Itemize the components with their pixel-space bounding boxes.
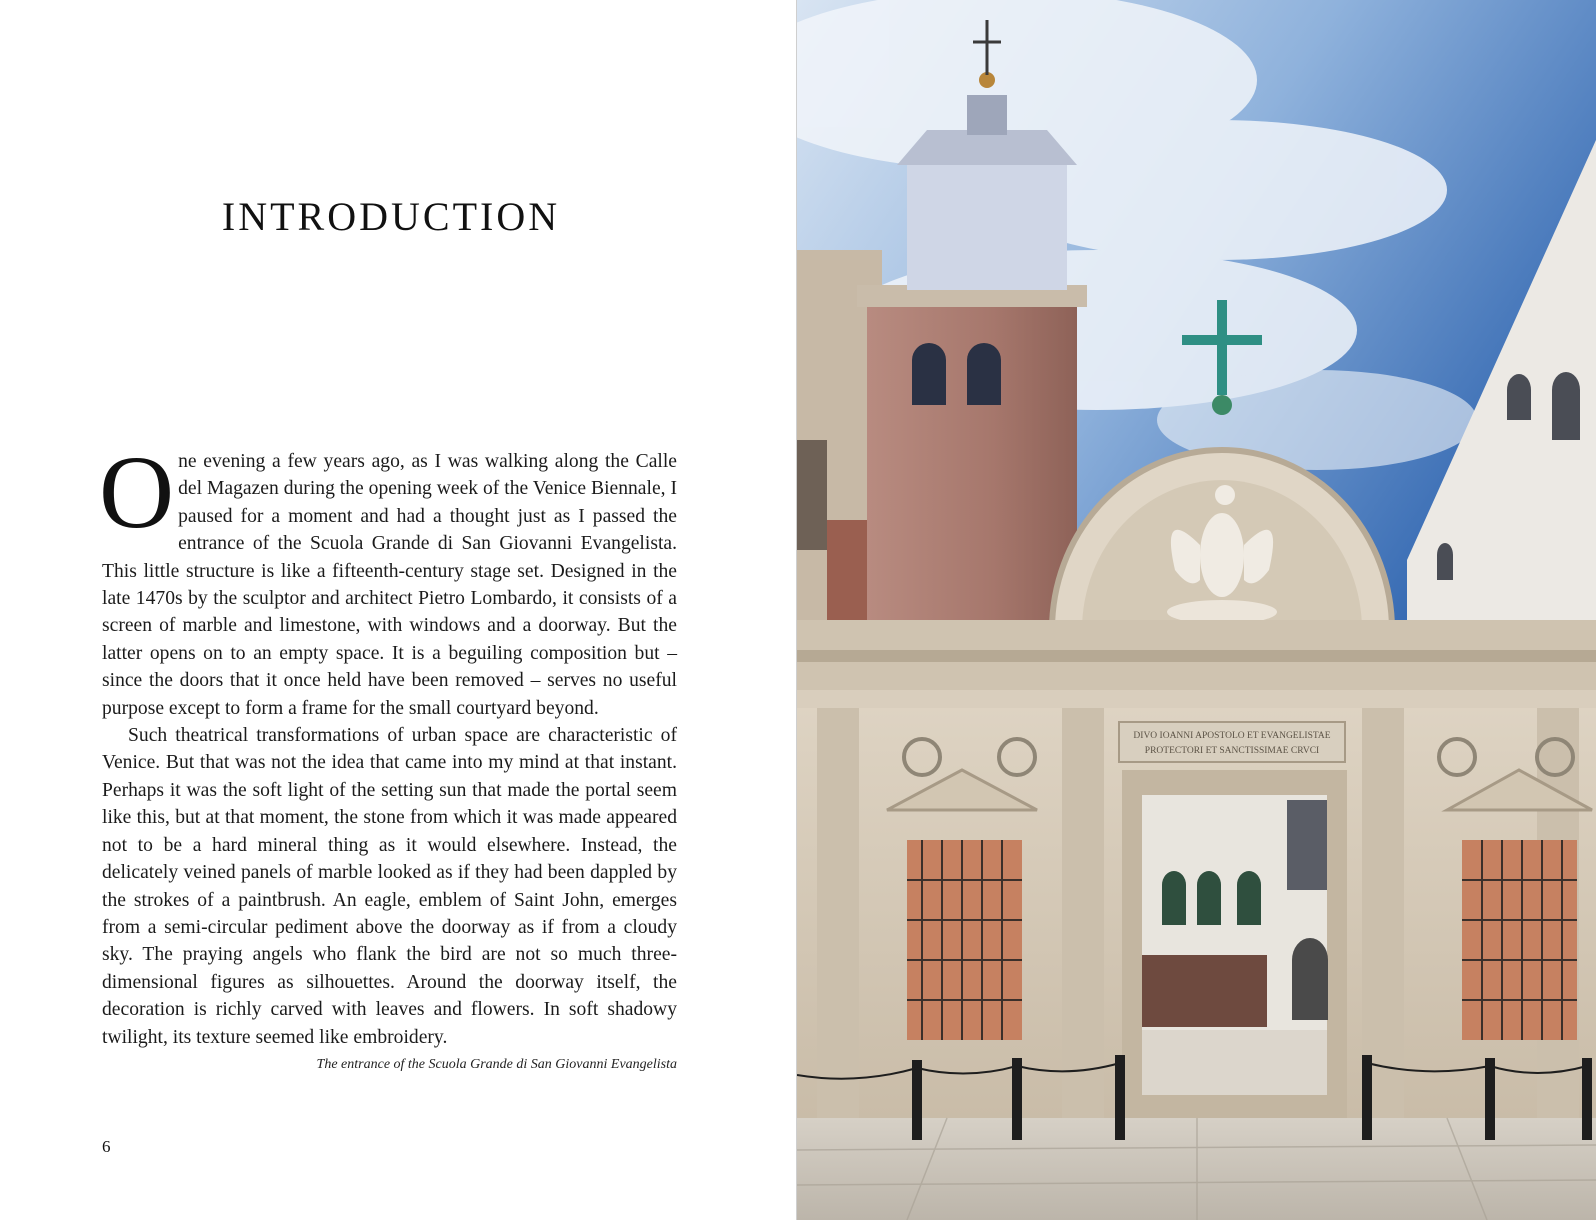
inscription-line-2: PROTECTORI ET SANCTISSIMAE CRVCI bbox=[1144, 746, 1320, 756]
drop-cap: O bbox=[99, 435, 175, 550]
paragraph-1-text: ne evening a few years ago, as I was walking along the Calle del Magazen during the opening week of the Venice Biennale, I paused for a moment and had a thought just as I passed the entrance of the Scuola Grande di San Giovanni Evangelista. This little structure is like a fifteenth-century stage set. Designed in the late 1470s by the sculptor and architect Pietro Lombardo, it consists of a screen of marble and limestone, with windows and a doorway. But the latter opens on to an empty space. It is a beguiling composition but – since the doors that it once held have been removed – serves no useful purpose except to form a frame for the small courtyard beyond. bbox=[102, 451, 677, 719]
photo-caption: The entrance of the Scuola Grande di San Giovanni Evangelista bbox=[316, 1057, 677, 1072]
inscription-line-1: DIVO IOANNI APOSTOLO ET EVANGELISTAE bbox=[1133, 731, 1331, 741]
paragraph-1 bbox=[99, 435, 677, 722]
chapter-title: INTRODUCTION bbox=[221, 194, 561, 239]
body-text bbox=[99, 435, 677, 1051]
right-window bbox=[1447, 770, 1592, 1040]
page-number: 6 bbox=[102, 1137, 111, 1156]
scuola-entrance-photo bbox=[797, 0, 1596, 1220]
left-page bbox=[0, 0, 797, 1220]
left-window bbox=[887, 770, 1037, 1040]
paragraph-2: Such theatrical transformations of urban space are characteristic of Venice. But that was not the idea that came into my mind at that instant. Perhaps it was the soft light of the setting sun that made the portal seem like this, but at that moment, the stone from which it was made appeared not to be a hard mineral thing as it would elsewhere. Instead, the delicately veined panels of marble looked as if they had been dappled by the strokes of a paintbrush. An eagle, emblem of Saint John, emerges from a semi-circular pediment above the doorway as if from a cloudy sky. The praying angels who flank the bird are not so much three-dimensional figures as silhouettes. Around the doorway itself, the decoration is richly carved with leaves and flowers. In soft shadowy twilight, its texture seemed like embroidery. bbox=[102, 725, 677, 1048]
inscription-panel bbox=[1119, 722, 1345, 762]
doorway bbox=[1122, 770, 1347, 1120]
right-page-photo bbox=[797, 0, 1596, 1220]
